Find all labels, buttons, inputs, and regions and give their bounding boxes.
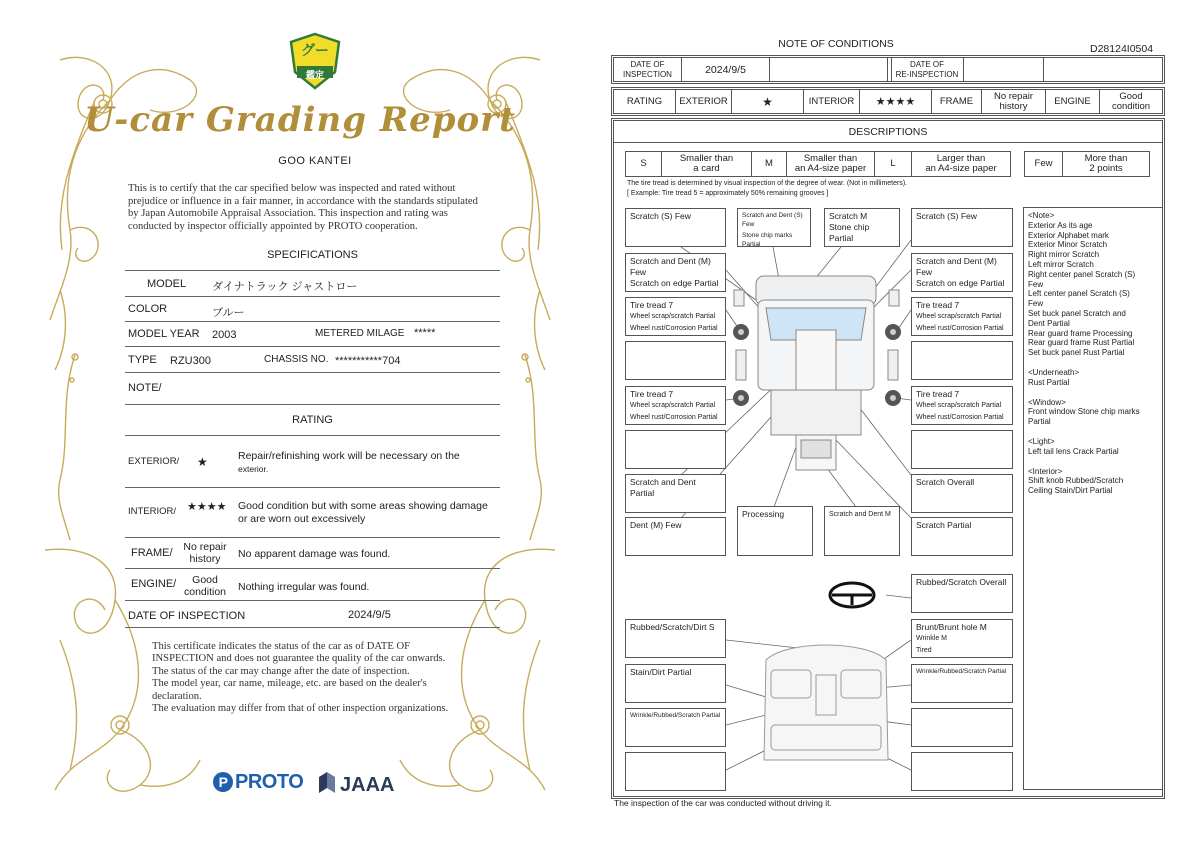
interior-label: INTERIOR/ (128, 506, 177, 517)
legend-s: S (626, 152, 662, 176)
tire-note: The tire tread is determined by visual inspection of the degree of wear. (Not in millimeters). (627, 180, 908, 187)
note-box: Scratch and Dent (M) Few Scratch on edge Partial (911, 253, 1013, 292)
note-box-empty (911, 430, 1013, 469)
notes-interior: <Interior> Shift knob Rubbed/Scratch Ceiling Stain/Dirt Partial (1028, 466, 1124, 496)
jaaa-mark-icon (318, 771, 336, 795)
notes-light: <Light> Left tail lens Crack Partial (1028, 436, 1119, 456)
legend-m: M (752, 152, 787, 176)
divider (125, 321, 500, 322)
notes-window: <Window> Front window Stone chip marks Partial (1028, 397, 1140, 427)
frame-value: No repair history (982, 90, 1046, 113)
certificate-intro: This is to certify that the car specified below was inspected and rated without prejudice or influence in a fair manner, in accordance with the standards stipulated by Japan Automobile Appraisal Association. This inspection and rating was conducted by inspector officially appointed by PROTO cooperation. (128, 183, 478, 232)
divider (125, 372, 500, 373)
note-box: Stain/Dirt Partial (625, 664, 726, 703)
model-label: MODEL (147, 278, 187, 290)
legend-few-desc: More than 2 points (1084, 153, 1128, 174)
note-box: Dent (M) Few (625, 517, 726, 556)
divider (125, 568, 500, 569)
divider (125, 270, 500, 271)
model-year-value: 2003 (212, 329, 237, 341)
metered-milage-value: ***** (414, 327, 436, 339)
interior-value: ★★★★ (860, 90, 932, 113)
engine-label: ENGINE (1046, 90, 1100, 113)
engine-value: Good condition (1111, 90, 1151, 112)
interior-desc-cont: or are worn out excessively (238, 513, 366, 525)
model-year-label: MODEL YEAR (128, 328, 200, 340)
badge-text-bottom: 鑑定 (305, 70, 324, 80)
legend-s-desc: Smaller than a card (662, 152, 752, 176)
sheet-footer: The inspection of the car was conducted without driving it. (614, 798, 832, 808)
note-box: Wrinkle/Rubbed/Scratch Partial (911, 664, 1013, 703)
note-box: Wrinkle/Rubbed/Scratch Partial (625, 708, 726, 747)
exterior-stars: ★ (197, 455, 208, 469)
badge-text-top: グー (301, 42, 329, 58)
exterior-desc: Repair/refinishing work will be necessary on the (238, 450, 460, 462)
chassis-label: CHASSIS NO. (264, 354, 329, 365)
frame-value: No repair history (183, 541, 227, 565)
note-box-empty (625, 430, 726, 469)
model-value: ダイナトラック ジャストロー (212, 281, 358, 293)
engine-desc: Nothing irregular was found. (238, 581, 370, 593)
rating-heading: RATING (292, 414, 333, 426)
note-box: Scratch Partial (911, 517, 1013, 556)
divider (125, 435, 500, 436)
color-value: ブルー (212, 307, 245, 319)
note-box: Scratch and Dent M (824, 506, 900, 556)
notes-general: <Note> Exterior As its age Exterior Alphabet mark Exterior Minor Scratch Right mirror Scratch Left mirror Scratch Right center panel Scratch (S) Few Left center panel Scratch (S) Few Set buck panel Scratch and Dent Partial Rear guard frame Processing Rear guard frame Rust Partial Set buck panel Rust Partial (1028, 211, 1136, 358)
date-of-inspection-label: DATE OF INSPECTION (614, 58, 682, 81)
note-box-empty (625, 752, 726, 791)
note-box: Scratch Overall (911, 474, 1013, 513)
legend-few: Few (1025, 152, 1063, 176)
note-box: Rubbed/Scratch/Dirt S (625, 619, 726, 658)
divider (125, 537, 500, 538)
report-id: D28124I0504 (1090, 43, 1154, 55)
exterior-value: ★ (732, 90, 804, 113)
note-box: Scratch (S) Few (911, 208, 1013, 247)
sheet-title: NOTE OF CONDITIONS (778, 38, 894, 50)
note-box-empty (911, 708, 1013, 747)
note-box: Scratch (S) Few (625, 208, 726, 247)
divider (125, 346, 500, 347)
note-box: Tire tread 7 Wheel scrap/scratch Partial Wheel rust/Corrosion Partial (625, 386, 726, 425)
note-box: Scratch and Dent Partial (625, 474, 726, 513)
note-box: Rubbed/Scratch Overall (911, 574, 1013, 613)
note-box: Scratch and Dent (M) Few Scratch on edge Partial (625, 253, 726, 292)
note-box: Brunt/Brunt hole M Wrinkle M Tired (911, 619, 1013, 658)
frame-label: FRAME/ (131, 547, 173, 559)
jaaa-logo: JAAA (318, 771, 394, 797)
rating-label: RATING (614, 90, 676, 113)
date-of-inspection-value: 2024/9/5 (682, 58, 770, 81)
divider (125, 487, 500, 488)
descriptions-heading: DESCRIPTIONS (848, 126, 928, 138)
divider (125, 296, 500, 297)
legend-l: L (875, 152, 912, 176)
exterior-desc-cont: exterior. (238, 464, 269, 474)
color-label: COLOR (128, 303, 168, 315)
type-label: TYPE (128, 354, 157, 366)
date-of-reinspection-label: DATE OF RE-INSPECTION (891, 58, 964, 81)
metered-milage-label: METERED MILAGE (315, 328, 405, 339)
engine-value: Good condition (183, 574, 227, 598)
proto-p-icon: P (213, 772, 233, 792)
certificate-subtitle: GOO KANTEI (278, 155, 352, 167)
note-box-empty (625, 341, 726, 380)
note-box: Processing (737, 506, 813, 556)
note-of-conditions-sheet (606, 0, 1200, 848)
note-box-empty (911, 341, 1013, 380)
note-box: Tire tread 7 Wheel scrap/scratch Partial Wheel rust/Corrosion Partial (625, 297, 726, 336)
note-box: Tire tread 7 Wheel scrap/scratch Partial Wheel rust/Corrosion Partial (911, 386, 1013, 425)
chassis-value: ***********704 (335, 355, 401, 367)
type-value: RZU300 (170, 355, 211, 367)
certificate-title: U-car Grading Report (84, 100, 516, 140)
frame-desc: No apparent damage was found. (238, 548, 391, 560)
divider (125, 627, 500, 628)
note-label: NOTE/ (128, 382, 162, 394)
tire-note-example: [ Example: Tire tread 5 = approximately 50% remaining grooves ] (627, 190, 829, 197)
frame-label: FRAME (932, 90, 982, 113)
date-of-inspection-value: 2024/9/5 (348, 609, 391, 621)
exterior-label: EXTERIOR/ (128, 456, 180, 467)
exterior-label: EXTERIOR (676, 90, 732, 113)
note-box: Scratch M Stone chip Partial (824, 208, 900, 247)
legend-m-desc: Smaller than an A4-size paper (787, 152, 875, 176)
legend-l-desc: Larger than an A4-size paper (925, 153, 997, 174)
interior-desc: Good condition but with some areas showing damage (238, 500, 488, 512)
interior-label: INTERIOR (804, 90, 860, 113)
divider (125, 404, 500, 405)
notes-underneath: <Underneath> Rust Partial (1028, 367, 1080, 387)
condition-notes (1023, 207, 1163, 790)
divider (125, 600, 500, 601)
engine-label: ENGINE/ (131, 578, 177, 590)
proto-logo: P PROTO (213, 771, 303, 794)
interior-stars: ★★★★ (187, 501, 227, 513)
note-box: Scratch and Dent (S) Few Stone chip marks Partial (737, 208, 811, 247)
note-box-empty (911, 752, 1013, 791)
date-of-inspection-label: DATE OF INSPECTION (128, 610, 246, 622)
certificate-footer: This certificate indicates the status of the car as of DATE OF INSPECTION and does not guarantee the quality of the car onwards. The status of the car may change after the date of inspection. The model year, car name, mileage, etc. are based on the dealer's declaration. The evaluation may differ from that of other inspection organizations. (152, 641, 449, 715)
note-box: Tire tread 7 Wheel scrap/scratch Partial Wheel rust/Corrosion Partial (911, 297, 1013, 336)
specifications-heading: SPECIFICATIONS (267, 249, 358, 261)
